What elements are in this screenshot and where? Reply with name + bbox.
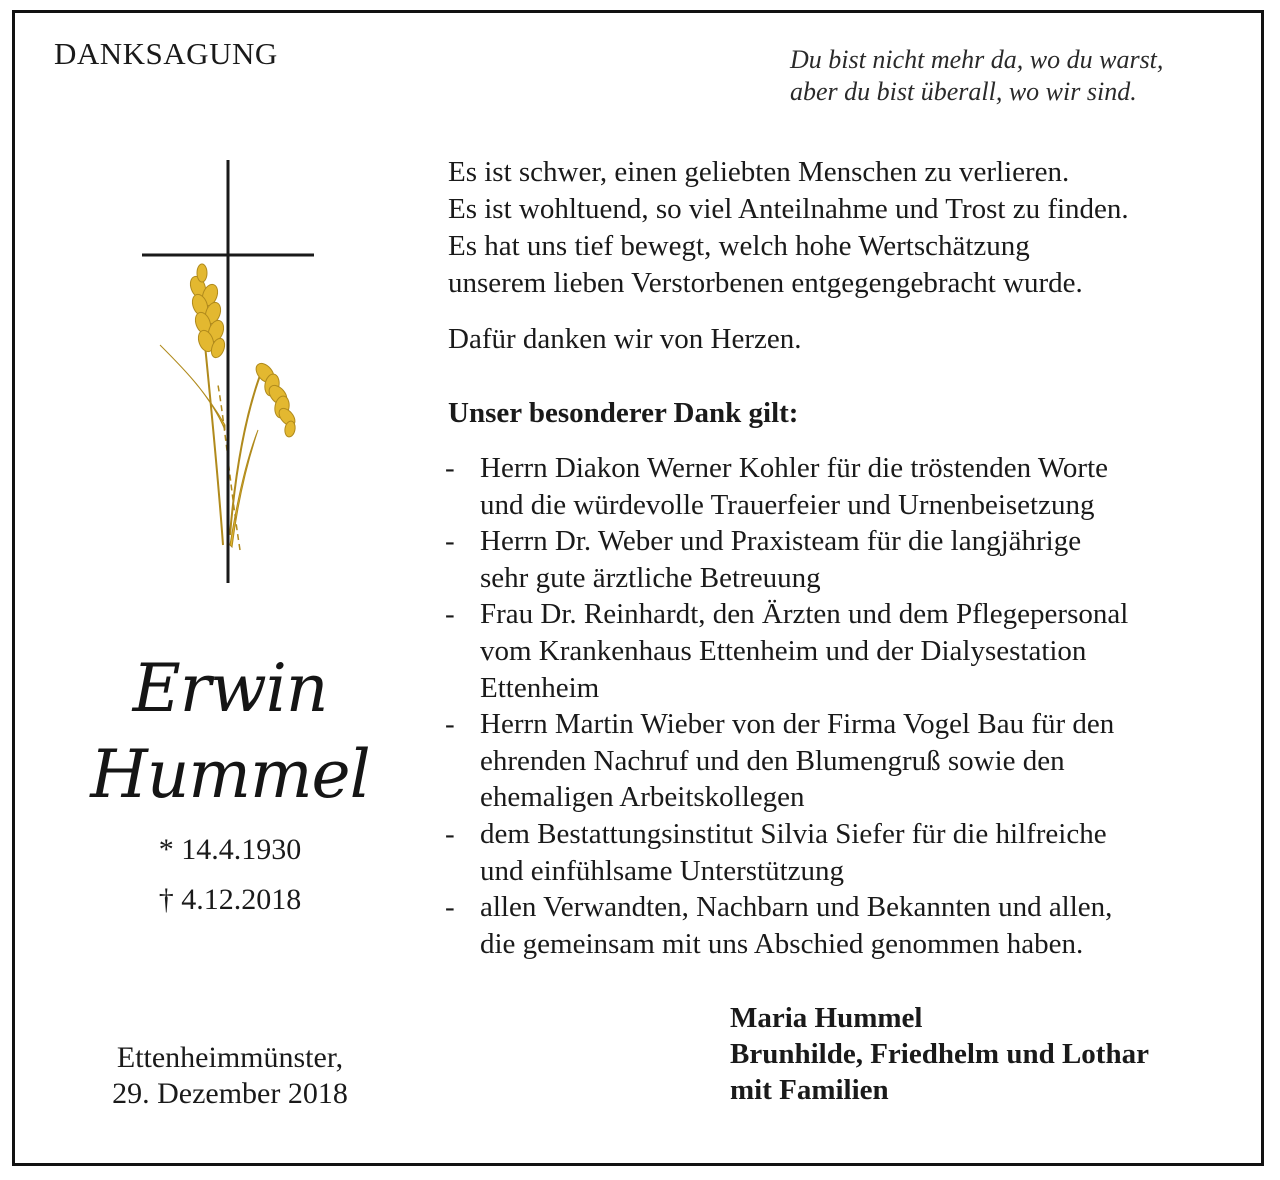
signers-block [730,1000,1149,1108]
motto-line: aber du bist überall, wo wir sind. [790,77,1137,106]
intro-line: Es ist schwer, einen geliebten Menschen zu verlieren. [448,156,1070,188]
signer-line: Brunhilde, Friedhelm und Lothar [730,1038,1149,1070]
list-dash: - [445,891,455,924]
intro-line: Es ist wohltuend, so viel Anteilnahme und Trost zu finden. [448,193,1129,225]
list-item-line: Herrn Diakon Werner Kohler für die tröstenden Worte [480,452,1109,484]
list-item-line: ehrenden Nachruf und den Blumengruß sowie den [480,744,1065,777]
list-item-line: ehemaligen Arbeitskollegen [480,781,805,814]
place: Ettenheimmünster, [116,1041,344,1074]
intro-paragraph [448,154,1129,302]
list-item-line: allen Verwandten, Nachbarn und Bekannten und allen, [480,891,1113,924]
place-and-date [80,1040,380,1112]
motto-line: Du bist nicht mehr da, wo du warst, [790,45,1164,74]
deceased-first-name: Erwin [132,650,328,727]
death-date: † 4.12.2018 [158,883,302,916]
list-dash: - [445,817,455,850]
list-item-line: Herrn Martin Wieber von der Firma Vogel Bau für den [480,708,1115,741]
list-item-line: Ettenheim [480,671,600,704]
list-item-line: Herrn Dr. Weber und Praxisteam für die langjährige [480,525,1082,558]
list-item-line: die gemeinsam mit uns Abschied genommen haben. [480,927,1084,960]
list-item [445,889,1235,962]
list-item [445,816,1235,889]
list-item-line: vom Krankenhaus Ettenheim und der Dialysestation [480,634,1087,667]
list-dash: - [445,708,455,741]
list-item-line: sehr gute ärztliche Betreuung [480,561,821,594]
date: 29. Dezember 2018 [112,1077,348,1110]
signer-line: mit Familien [730,1074,889,1106]
intro-line: Es hat uns tief bewegt, welch hohe Wertschätzung [448,230,1030,262]
thanks-line: Dafür danken wir von Herzen. [448,323,802,355]
list-item-line: dem Bestattungsinstitut Silvia Siefer für die hilfreiche [480,817,1107,850]
list-dash: - [445,452,455,484]
list-item [445,450,1235,523]
notice-heading: DANKSAGUNG [54,36,278,71]
motto-quote [790,44,1163,108]
list-item [445,596,1235,706]
list-item [445,523,1235,596]
list-item-line: Frau Dr. Reinhardt, den Ärzten und dem Pflegepersonal [480,598,1129,631]
list-item [445,706,1235,816]
list-item-line: und einfühlsame Unterstützung [480,854,845,887]
cross-with-wheat-icon [130,155,330,590]
special-thanks-heading: Unser besonderer Dank gilt: [448,397,799,429]
list-dash: - [445,598,455,631]
birth-date: * 14.4.1930 [158,833,302,866]
list-item-line: und die würdevolle Trauerfeier und Urnenbeisetzung [480,488,1095,521]
list-dash: - [445,525,455,558]
deceased-last-name: Hummel [90,736,370,813]
intro-line: unserem lieben Verstorbenen entgegengebracht wurde. [448,267,1083,299]
signer-line: Maria Hummel [730,1002,923,1034]
special-thanks-list [445,450,1235,962]
